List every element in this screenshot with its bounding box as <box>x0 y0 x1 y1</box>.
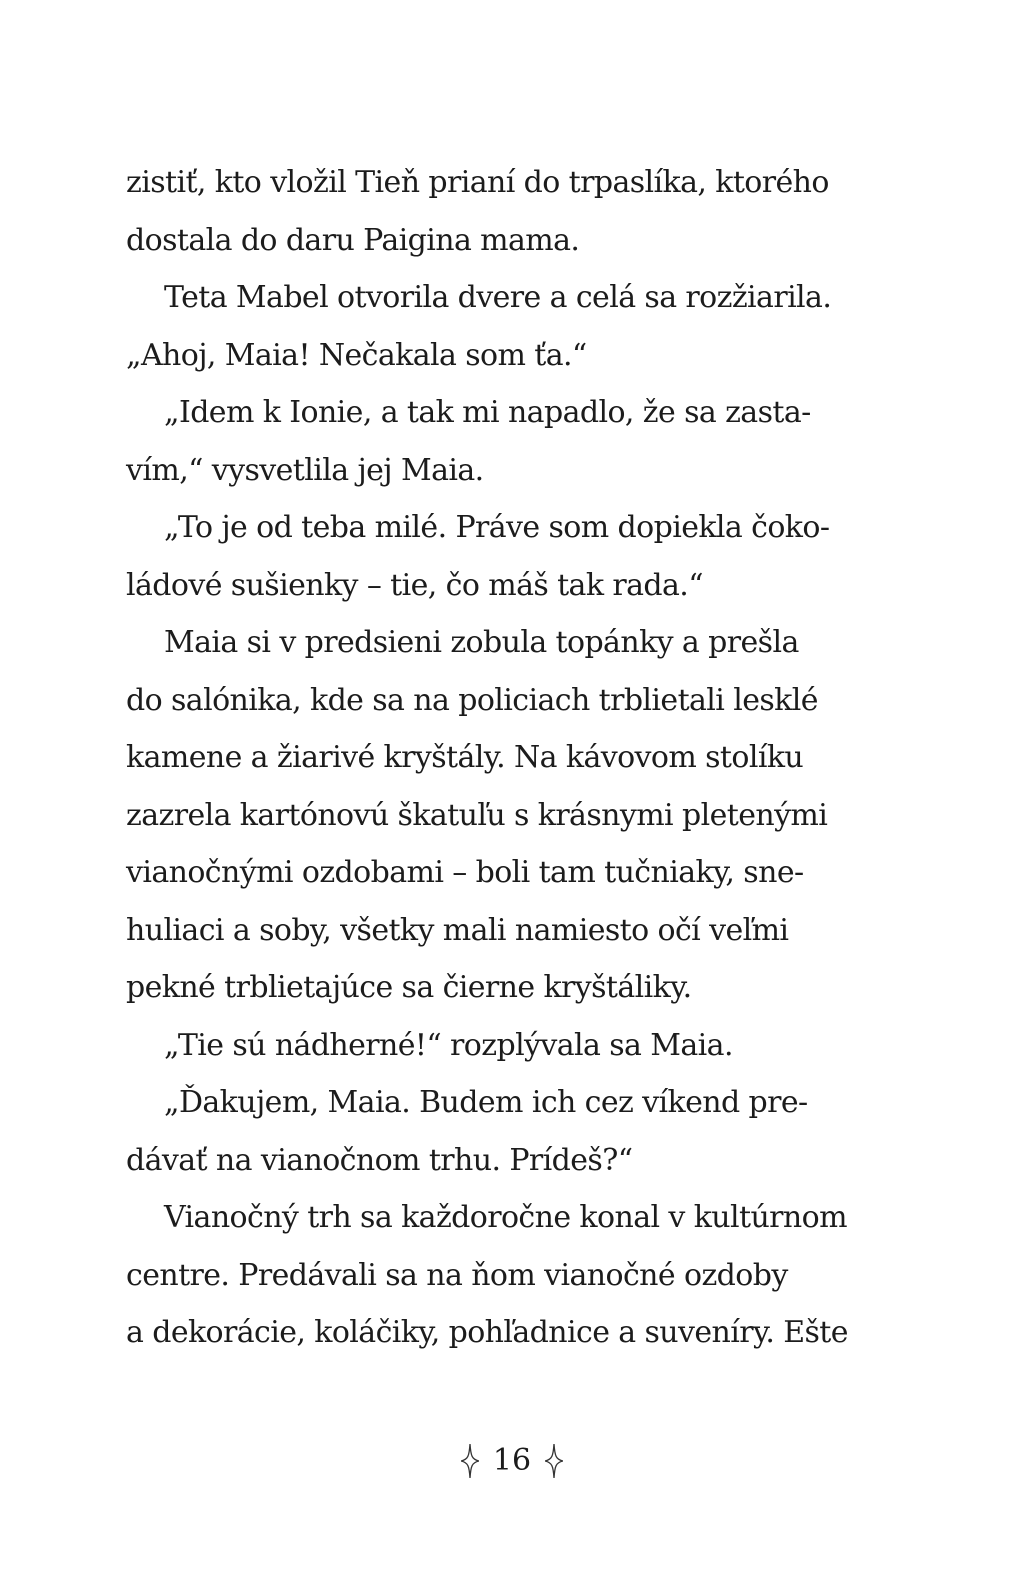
text-line: pekné trblietajúce sa čierne kryštáliky. <box>126 970 692 1005</box>
body-text <box>126 154 886 1362</box>
text-line: kamene a žiarivé kryštály. Na kávovom stolíku <box>126 740 804 775</box>
text-line: a dekorácie, koláčiky, pohľadnice a suveníry. Ešte <box>126 1315 848 1350</box>
four-point-star-icon <box>545 1444 563 1478</box>
page-number: 16 <box>492 1443 532 1478</box>
text-line: „To je od teba milé. Práve som dopiekla čoko- <box>164 510 830 545</box>
text-line: centre. Predávali sa na ňom vianočné ozdoby <box>126 1257 788 1293</box>
text-line: vím,“ vysvetlila jej Maia. <box>126 452 484 488</box>
text-line: zistiť, kto vložil Tieň prianí do trpaslíka, ktorého <box>126 165 829 200</box>
text-line: vianočnými ozdobami – boli tam tučniaky, sne- <box>126 855 804 890</box>
text-line: ládové sušienky – tie, čo máš tak rada.“ <box>126 567 703 603</box>
text-line: zazrela kartónovú škatuľu s krásnymi pletenými <box>126 797 828 833</box>
text-line: Vianočný trh sa každoročne konal v kultúrnom <box>164 1200 847 1235</box>
text-line: do salónika, kde sa na policiach trblietali lesklé <box>126 682 818 718</box>
page-footer <box>0 1436 1024 1486</box>
text-line: „Tie sú nádherné!“ rozplývala sa Maia. <box>164 1027 733 1063</box>
four-point-star-icon <box>461 1444 479 1478</box>
text-line: huliaci a soby, všetky mali namiesto očí veľmi <box>126 912 789 948</box>
text-line: Maia si v predsieni zobula topánky a prešla <box>164 625 799 660</box>
text-line: „Ahoj, Maia! Nečakala som ťa.“ <box>126 337 587 373</box>
text-line: dostala do daru Paigina mama. <box>126 222 580 258</box>
text-line: „Idem k Ionie, a tak mi napadlo, že sa zasta- <box>164 395 811 430</box>
text-line: „Ďakujem, Maia. Budem ich cez víkend pre- <box>164 1085 808 1120</box>
text-line: dávať na vianočnom trhu. Prídeš?“ <box>126 1142 633 1178</box>
text-line: Teta Mabel otvorila dvere a celá sa rozžiarila. <box>164 280 832 315</box>
